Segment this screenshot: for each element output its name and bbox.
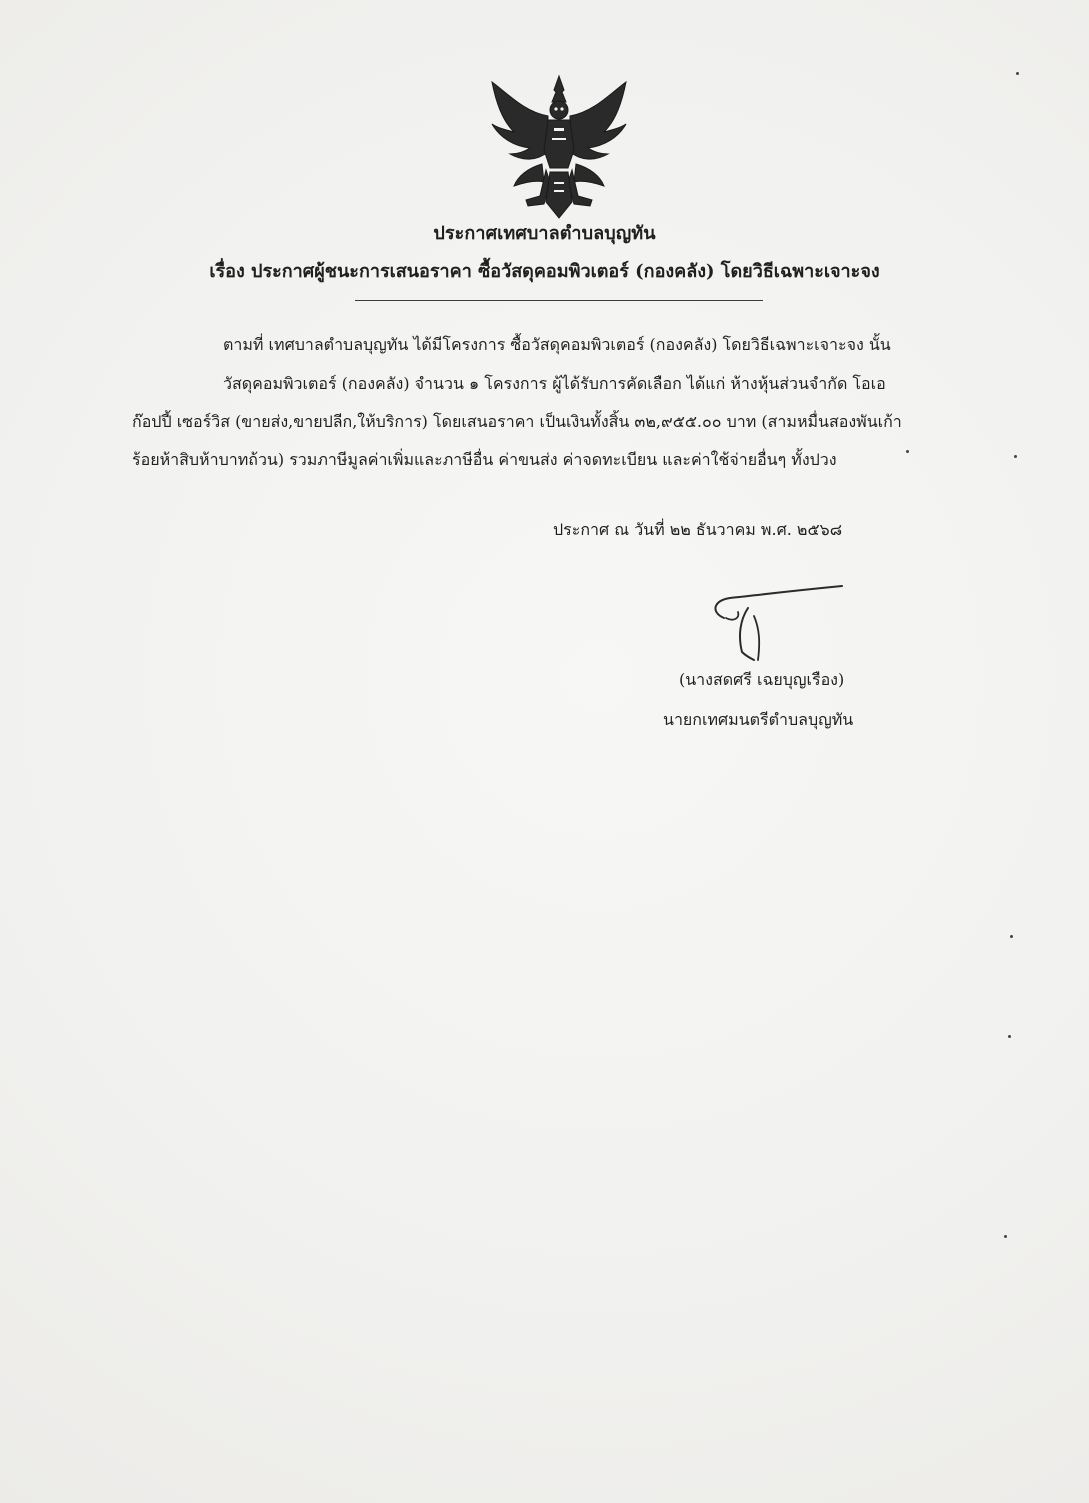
announcement-date: ประกาศ ณ วันที่ ๒๒ ธันวาคม พ.ศ. ๒๕๖๘	[553, 520, 843, 539]
body-line-1: ตามที่ เทศบาลตำบลบุญทัน ได้มีโครงการ ซื้อวัสดุคอมพิวเตอร์ (กองคลัง) โดยวิธีเฉพาะเจาะจง นั้น	[223, 335, 891, 354]
scan-speck	[1016, 72, 1019, 75]
body-line-2: วัสดุคอมพิวเตอร์ (กองคลัง) จำนวน ๑ โครงการ ผู้ได้รับการคัดเลือก ได้แก่ ห้างหุ้นส่วนจำกัด โอเอ	[223, 374, 886, 393]
scan-speck	[1004, 1235, 1007, 1238]
garuda-emblem-icon	[484, 72, 634, 222]
signer-title: นายกเทศมนตรีตำบลบุญทัน	[663, 710, 854, 729]
body-line-3: ก๊อปปี้ เซอร์วิส (ขายส่ง,ขายปลีก,ให้บริการ) โดยเสนอราคา เป็นเงินทั้งสิ้น ๓๒,๙๕๕.๐๐ บาท (สามหมื่นสองพันเก้า	[132, 412, 902, 431]
title-divider	[355, 300, 763, 301]
signer-name: (นางสดศรี เฉยบุญเรือง)	[679, 670, 845, 689]
scan-speck	[906, 450, 909, 453]
scan-speck	[1008, 1035, 1011, 1038]
body-line-4: ร้อยห้าสิบห้าบาทถ้วน) รวมภาษีมูลค่าเพิ่มและภาษีอื่น ค่าขนส่ง ค่าจดทะเบียน และค่าใช้จ่ายอื่นๆ ทั้งปวง	[132, 450, 837, 469]
handwritten-signature	[700, 578, 860, 668]
document-subject: เรื่อง ประกาศผู้ชนะการเสนอราคา ซื้อวัสดุคอมพิวเตอร์ (กองคลัง) โดยวิธีเฉพาะเจาะจง	[209, 261, 880, 282]
document-title: ประกาศเทศบาลตำบลบุญทัน	[433, 223, 656, 244]
scan-speck	[1014, 455, 1017, 458]
scan-speck	[1010, 935, 1013, 938]
